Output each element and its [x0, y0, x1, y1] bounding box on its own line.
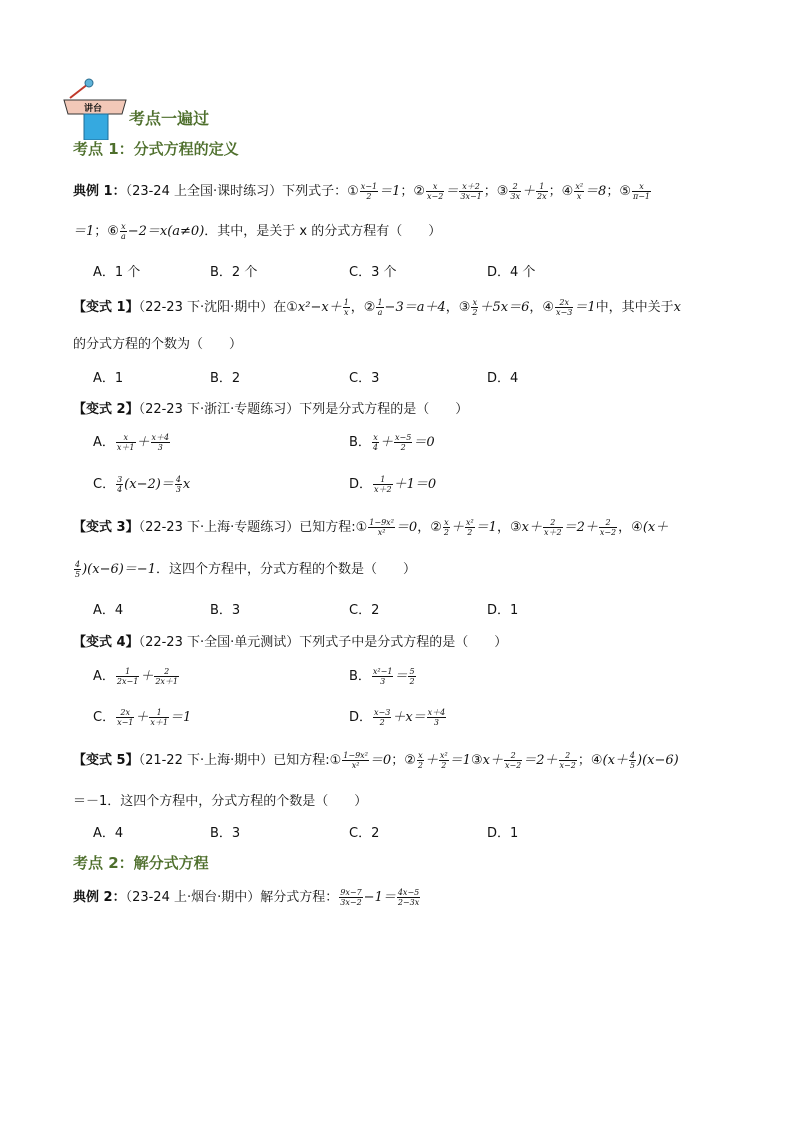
variant-2-source: （22-23 下·浙江·专题练习）下列是分式方程的是（ ）: [138, 402, 469, 417]
variant-2-line1: [73, 398, 468, 417]
variant-4-line1: [73, 631, 507, 650]
variant-1-option-b[interactable]: B．2: [210, 371, 241, 386]
variant-3-option-a[interactable]: A．4: [93, 603, 124, 618]
variant-3-option-d[interactable]: D．1: [487, 603, 519, 618]
variant-4-option-a[interactable]: A． $\frac{1}{2x-1}$ ＋ $\frac{2}{2x+1}$: [93, 667, 179, 686]
variant-3-line2: $\frac{4}{5}$ )(x−6)＝−1．这四个方程中，分式方程的个数是（ ）: [75, 560, 416, 579]
variant-5-option-b[interactable]: B．3: [210, 826, 241, 841]
variant-3-source: （22-23 下·上海·专题练习）已知方程:: [138, 520, 356, 535]
example-2-line1: 典例 2：（23-24 上·烟台·期中）解分式方程： $\frac{9x-7}{3x-2}$ −1＝ $\frac{4x-5}{2-3x}$: [73, 888, 420, 907]
variant-5-option-c[interactable]: C．2: [349, 826, 380, 841]
variant-4-option-d[interactable]: D． $\frac{x-3}{2}$ ＋x＝ $\frac{x+4}{3}$: [349, 708, 446, 727]
variant-3-question: ．这四个方程中，分式方程的个数是（ ）: [155, 562, 416, 577]
variant-5-option-d[interactable]: D．1: [487, 826, 519, 841]
example-1-question: ．其中，是关于 x 的分式方程有（ ）: [204, 224, 442, 239]
variant-5-line2: ＝－1．这四个方程中，分式方程的个数是（ ）: [73, 794, 368, 809]
variant-1-line1: 【变式 1】（22-23 下·沈阳·期中）在①x²−x＋ $\frac{1}{x}$ ，② $\frac{1}{a}$ −3＝a＋4，③ $\frac{x}{2}$ ＋5x＝6，④ $\frac{2x}{x-3}$ ＝1中，其中关于x: [73, 298, 681, 317]
example-1-option-a[interactable]: A．1 个: [93, 265, 141, 280]
variant-4-source: （22-23 下·全国·单元测试）下列式子中是分式方程的是（ ）: [138, 635, 508, 650]
kp1-title: 考点 1：分式方程的定义: [73, 140, 239, 158]
variant-4-option-b[interactable]: B． $\frac{\text{x²−1}}{3}$ ＝ $\frac{5}{2}$: [349, 667, 415, 686]
section-badge: 讲台: [84, 104, 103, 114]
variant-1-tail: 中，其中关于: [595, 300, 674, 315]
example-1-line1: 典例 1：（23-24 上全国·课时练习）下列式子：① $\frac{x-1}{2}$ ＝1；② $\frac{x}{x-2}$ ＝ $\frac{x+2}{3x-1}$ ；③ $\frac{2}{3x}$ ＋ $\frac{1}{2x}$ ；④ $\frac{\text{x²}}{x}$ ＝8；⑤ $\frac{x}{\pi-1}$: [73, 182, 651, 201]
variant-1-line2: 的分式方程的个数为（ ）: [73, 337, 243, 352]
variant-5-source: （21-22 下·上海·期中）已知方程:: [138, 753, 330, 768]
variant-5-label: 【变式 5】: [73, 753, 139, 768]
example-1-line2: ＝1；⑥ $\frac{x}{a}$ −2＝x(a≠0)．其中，是关于 x 的分式方程有（ ）: [73, 222, 442, 241]
variant-2-label: 【变式 2】: [73, 402, 139, 417]
example-1-option-b[interactable]: B．2 个: [210, 265, 258, 280]
variant-1-source: （22-23 下·沈阳·期中）在: [138, 300, 287, 315]
section-title: 考点一遍过: [129, 109, 210, 128]
variant-1-option-d[interactable]: D．4: [487, 371, 519, 386]
variant-3-line1: 【变式 3】（22-23 下·上海·专题练习）已知方程:① $\frac{\text{1−9x²}}{\text{x²}}$ ＝0，② $\frac{x}{2}$ ＋ $\frac{\text{x²}}{2}$ ＝1，③x＋ $\frac{2}{x+2}$ ＝2＋ $\frac{2}{x-2}$ ，④(x＋: [73, 518, 669, 537]
variant-5-line1: 【变式 5】（21-22 下·上海·期中）已知方程:① $\frac{\text{1−9x²}}{\text{x²}}$ ＝0；② $\frac{x}{2}$ ＋ $\frac{\text{x²}}{2}$ ＝1③x＋ $\frac{2}{x-2}$ ＝2＋ $\frac{2}{x-2}$ ；④(x＋ $\frac{4}{5}$ )(x−6): [73, 751, 679, 770]
variant-2-option-d[interactable]: D． $\frac{1}{x+2}$ ＋1＝0: [349, 475, 437, 494]
variant-1-option-a[interactable]: A．1: [93, 371, 124, 386]
variant-2-option-a[interactable]: A． $\frac{x}{x+1}$ ＋ $\frac{x+4}{3}$: [93, 433, 170, 452]
variant-1-option-c[interactable]: C．3: [349, 371, 380, 386]
variant-3-option-c[interactable]: C．2: [349, 603, 380, 618]
variant-4-label: 【变式 4】: [73, 635, 139, 650]
variant-2-option-b[interactable]: B． $\frac{x}{4}$ ＋ $\frac{x-5}{2}$ ＝0: [349, 433, 435, 452]
variant-1-label: 【变式 1】: [73, 300, 139, 315]
variant-4-option-c[interactable]: C． $\frac{2x}{x-1}$ ＋ $\frac{1}{x+1}$ ＝1: [93, 708, 192, 727]
example-2-source: （23-24 上·烟台·期中）解分式方程：: [125, 890, 339, 905]
variant-2-option-c[interactable]: C． $\frac{3}{4}$ (x−2)＝ $\frac{4}{3}$ x: [93, 475, 191, 494]
variant-3-label: 【变式 3】: [73, 520, 139, 535]
example-1-source: （23-24 上全国·课时练习）下列式子：: [125, 184, 348, 199]
variant-5-option-a[interactable]: A．4: [93, 826, 124, 841]
variant-3-option-b[interactable]: B．3: [210, 603, 241, 618]
example-1-option-d[interactable]: D．4 个: [487, 265, 536, 280]
kp2-title: 考点 2：解分式方程: [73, 854, 209, 872]
example-1-option-c[interactable]: C．3 个: [349, 265, 397, 280]
example-1-label: 典例 1：: [73, 184, 126, 199]
example-2-label: 典例 2：: [73, 890, 126, 905]
